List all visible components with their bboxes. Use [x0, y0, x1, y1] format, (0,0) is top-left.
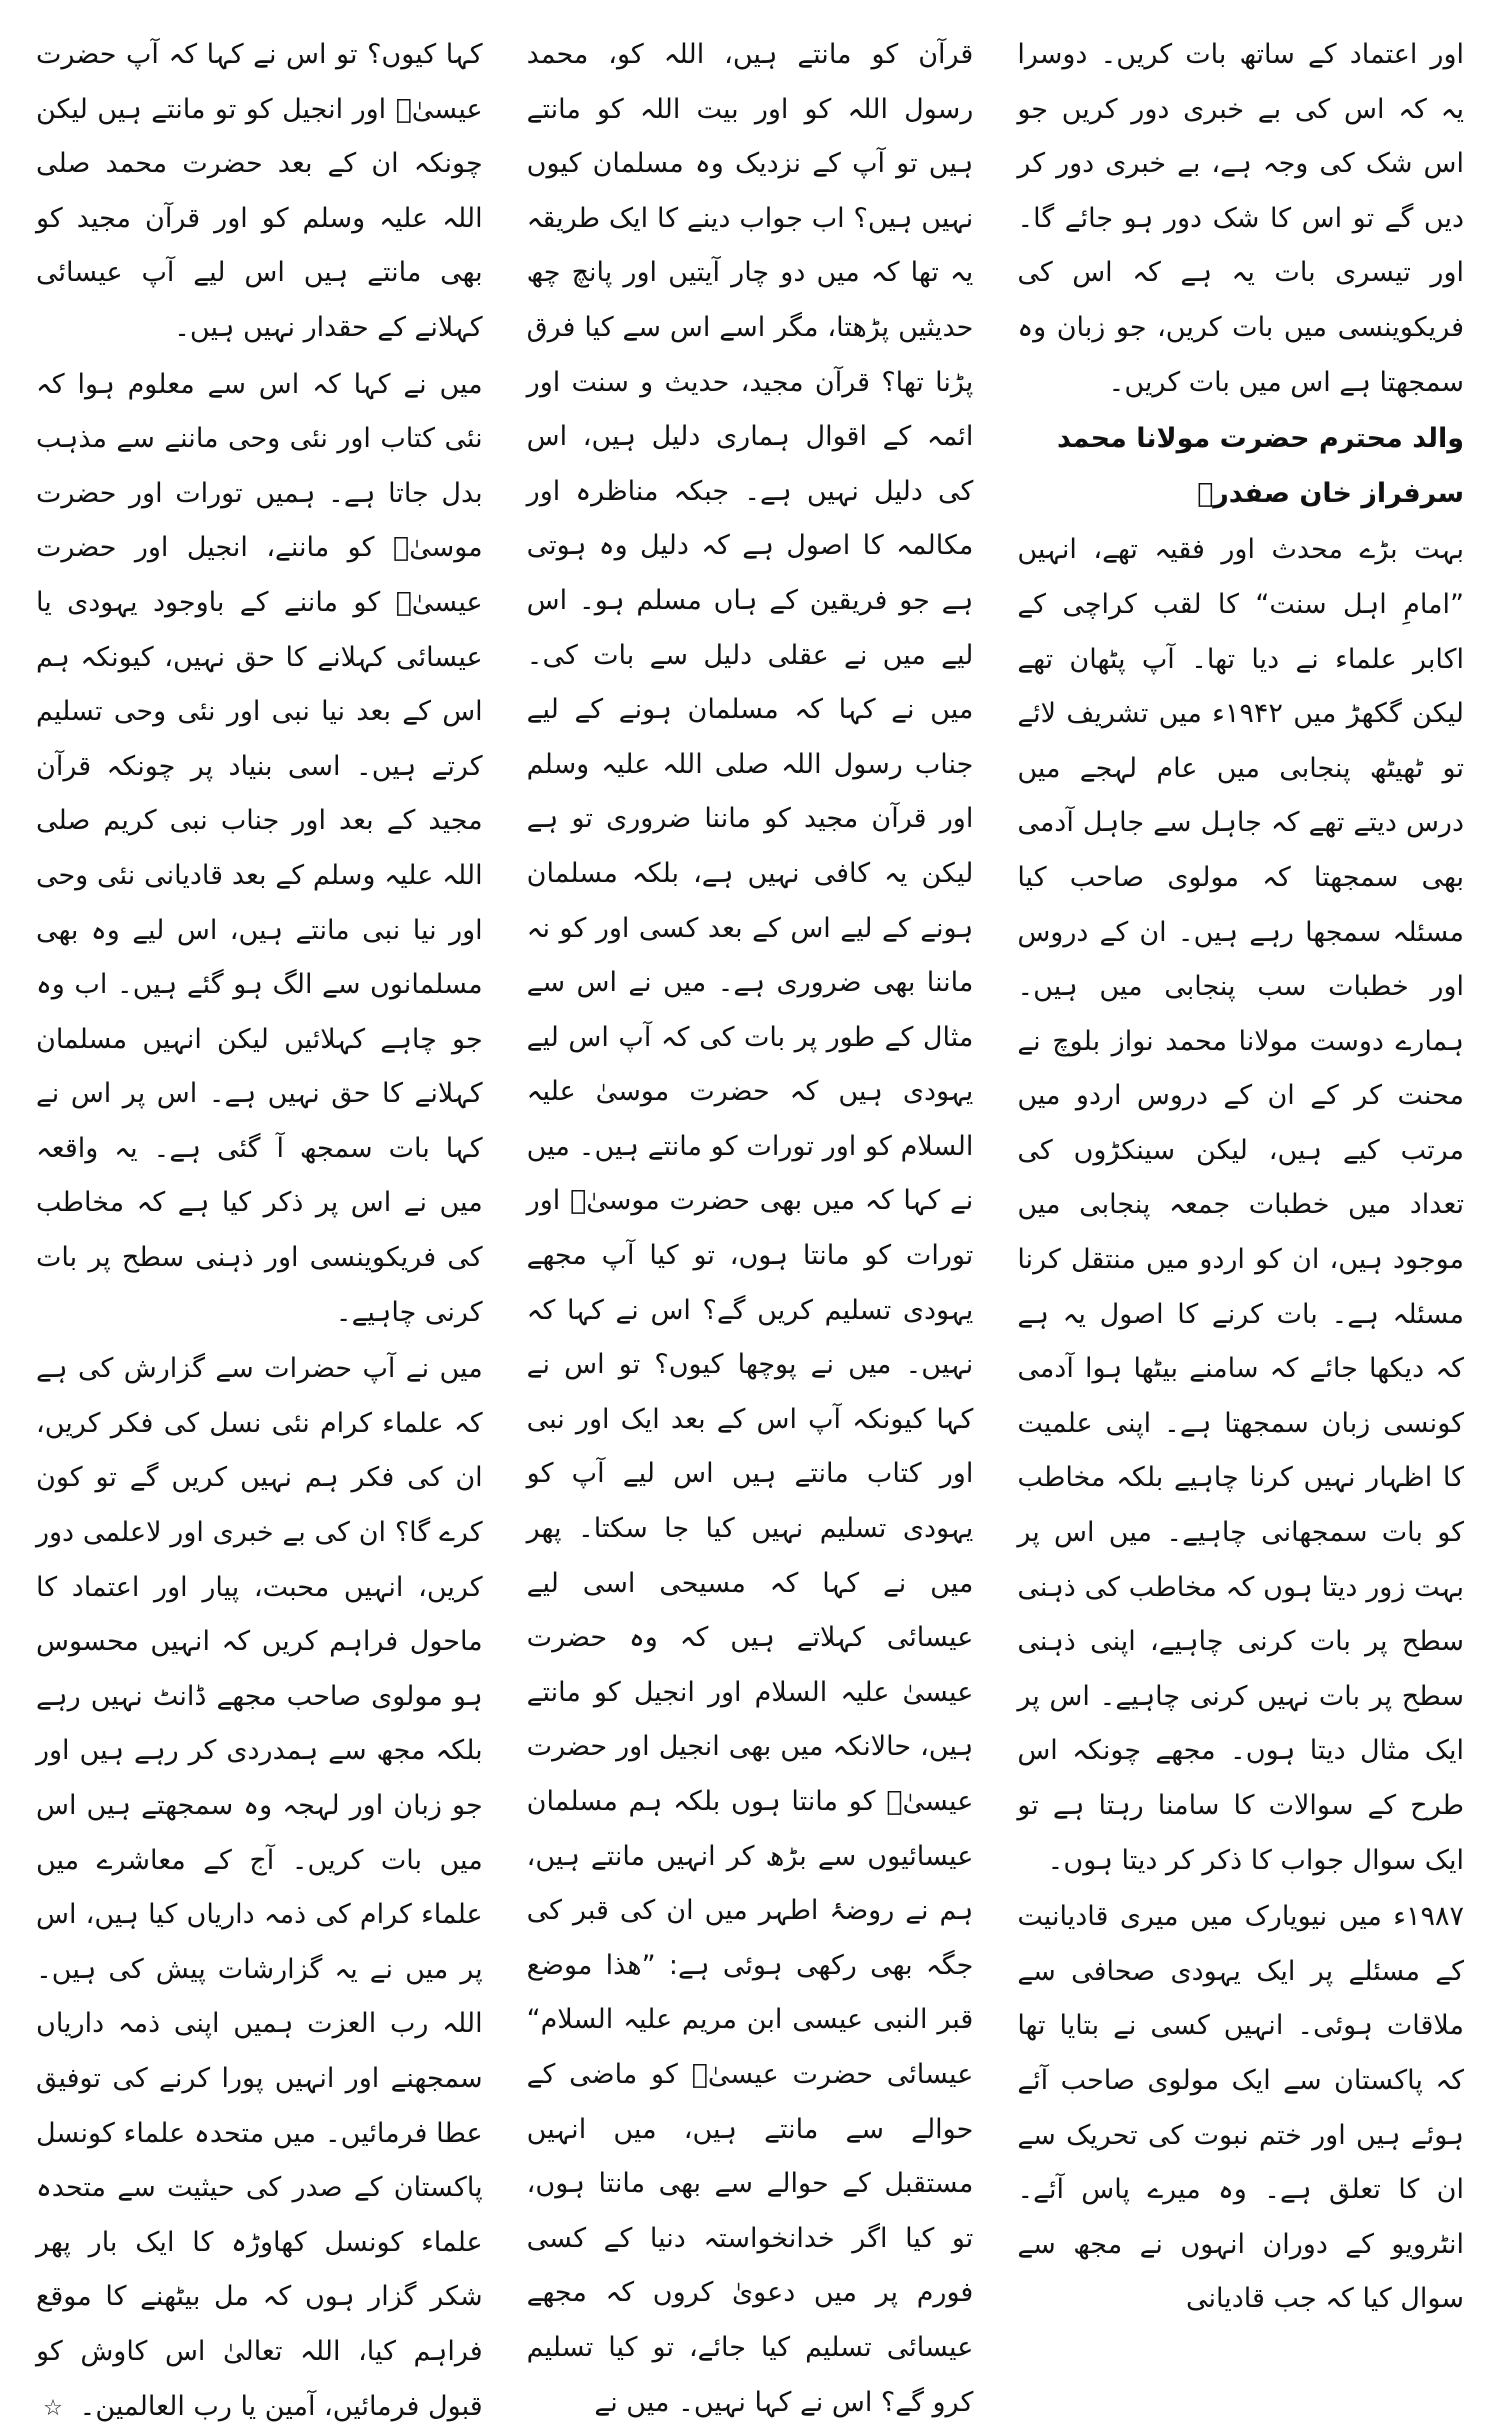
column-right [1017, 28, 1464, 2315]
paragraph: کہا کیوں؟ تو اس نے کہا کہ آپ حضرت عیسیٰؑ اور انجیل کو تو مانتے ہیں لیکن چونکہ ان کے بعد حضرت محمد صلی اللہ علیہ وسلم کو اور قرآن مجید کو بھی مانتے ہیں اس لیے آپ عیسائی کہلانے کے حقدار نہیں ہیں۔ [35, 39, 483, 343]
end-ornament-icon: ☆ [43, 2395, 63, 2421]
paragraph: اور اعتماد کے ساتھ بات کریں۔ دوسرا یہ کہ اس کی بے خبری دور کریں جو اس شک کی وجہ ہے، بے خبری دور کر دیں گے تو اس کا شک دور ہو جائے گا۔ اور تیسری بات یہ ہے کہ اس کی فریکوینسی میں بات کریں، جو زبان وہ سمجھتا ہے اس میں بات کریں۔ [1017, 39, 1464, 398]
closing-paragraph-text: میں نے آپ حضرات سے گزارش کی ہے کہ علماء کرام نئی نسل کی فکر کریں، ان کی فکر ہم نہیں کریں گے تو کون کرے گا؟ ان کی بے خبری اور لاعلمی دور کریں، انہیں محبت، پیار اور اعتماد کا ماحول فراہم کریں کہ انہیں محسوس ہو مولوی صاحب مجھے ڈانٹ نہیں رہے بلکہ مجھ سے ہمدردی کر رہے ہیں اور جو زبان اور لہجہ وہ سمجھتے ہیں اس میں بات کریں۔ آج کے معاشرے میں علماء کرام کی ذمہ داریاں کیا ہیں، اس پر میں نے یہ گزارشات پیش کی ہیں۔ اللہ رب العزت ہمیں اپنی ذمہ داریاں سمجھنے اور انہیں پورا کرنے کی توفیق عطا فرمائیں۔ میں متحدہ علماء کونسل پاکستان کے صدر کی حیثیت سے متحدہ علماء کونسل کھاوڑہ کا ایک بار پھر شکر گزار ہوں کہ مل بیٹھنے کا موقع فراہم کیا، اللہ تعالیٰ اس کاوش کو قبول فرمائیں، آمین یا رب العالمین۔ [35, 1353, 483, 2422]
paragraph: ۱۹۸۷ء میں نیویارک میں میری قادیانیت کے مسئلے پر ایک یہودی صحافی سے ملاقات ہوئی۔ انہیں کسی نے بتایا تھا کہ پاکستان سے ایک مولوی صاحب آئے ہوئے ہیں اور ختم نبوت کی تحریک سے ان کا تعلق ہے۔ وہ میرے پاس آئے۔ انٹرویو کے دوران انہوں نے مجھ سے سوال کیا کہ جب قادیانی [1017, 1901, 1464, 2315]
paragraph: قرآن کو مانتے ہیں، اللہ کو، محمد رسول اللہ کو اور بیت اللہ کو مانتے ہیں تو آپ کے نزدیک وہ مسلمان کیوں نہیں ہیں؟ اب جواب دینے کا ایک طریقہ یہ تھا کہ میں دو چار آیتیں اور پانچ چھ حدیثیں پڑھتا، مگر اسے اس سے کیا فرق پڑنا تھا؟ قرآن مجید، حدیث و سنت اور ائمہ کے اقوال ہماری دلیل ہیں، اس کی دلیل نہیں ہے۔ جبکہ مناظرہ اور مکالمہ کا اصول ہے کہ دلیل وہ ہوتی ہے جو فریقین کے ہاں مسلم ہو۔ اس لیے میں نے عقلی دلیل سے بات کی۔ میں نے کہا کہ مسلمان ہونے کے لیے جناب رسول اللہ صلی اللہ علیہ وسلم اور قرآن مجید کو ماننا ضروری تو ہے لیکن یہ کافی نہیں ہے، بلکہ مسلمان ہونے کے لیے اس کے بعد کسی اور کو نہ ماننا بھی ضروری ہے۔ میں نے اس سے مثال کے طور پر بات کی کہ آپ اس لیے یہودی ہیں کہ حضرت موسیٰ علیہ السلام کو اور تورات کو مانتے ہیں۔ میں نے کہا کہ میں بھی حضرت موسیٰؑ اور تورات کو مانتا ہوں، تو کیا آپ مجھے یہودی تسلیم کریں گے؟ اس نے کہا کہ نہیں۔ میں نے پوچھا کیوں؟ تو اس نے کہا کیونکہ آپ اس کے بعد ایک اور نبی اور کتاب مانتے ہیں اس لیے آپ کو یہودی تسلیم نہیں کیا جا سکتا۔ پھر میں نے کہا کہ مسیحی اسی لیے عیسائی کہلاتے ہیں کہ وہ حضرت عیسیٰ علیہ السلام اور انجیل کو مانتے ہیں، حالانکہ میں بھی انجیل اور حضرت عیسیٰؑ کو مانتا ہوں بلکہ ہم مسلمان عیسائیوں سے بڑھ کر انہیں مانتے ہیں، ہم نے روضۂ اطہر میں ان کی قبر کی جگہ بھی رکھی ہوئی ہے: ”ھذا موضع قبر النبی عیسی ابن مریم علیہ السلام“ عیسائی حضرت عیسیٰؑ کو ماضی کے حوالے سے مانتے ہیں، میں انہیں مستقبل کے حوالے سے بھی مانتا ہوں، تو کیا اگر خدانخواستہ دنیا کے کسی فورم پر میں دعویٰ کروں کہ مجھے عیسائی تسلیم کیا جائے، تو کیا تسلیم کرو گے؟ اس نے کہا نہیں۔ میں نے [526, 39, 974, 2418]
column-middle [526, 28, 974, 2418]
subheading: والد محترم حضرت مولانا محمد سرفراز خان صفدرؒ [1056, 423, 1464, 509]
column-left [35, 28, 483, 2422]
paragraph [36, 1342, 483, 2436]
article-columns [35, 28, 1464, 2422]
paragraph: بہت بڑے محدث اور فقیہ تھے، انہیں ”امامِ اہل سنت“ کا لقب کراچی کے اکابر علماء نے دیا تھا۔ آپ پٹھان تھے لیکن گکھڑ میں ۱۹۴۲ء میں تشریف لائے تو ٹھیٹھ پنجابی میں عام لہجے میں درس دیتے تھے کہ جاہل سے جاہل آدمی بھی سمجھتا کہ مولوی صاحب کیا مسئلہ سمجھا رہے ہیں۔ ان کے دروس اور خطبات سب پنجابی میں ہیں۔ ہمارے دوست مولانا محمد نواز بلوچ نے محنت کر کے ان کے دروس اردو میں مرتب کیے ہیں، لیکن سینکڑوں کی تعداد میں خطبات جمعہ پنجابی میں موجود ہیں، ان کو اردو میں منتقل کرنا مسئلہ ہے۔ بات کرنے کا اصول یہ ہے کہ دیکھا جائے کہ سامنے بیٹھا ہوا آدمی کونسی زبان سمجھتا ہے۔ اپنی علمیت کا اظہار نہیں کرنا چاہیے بلکہ مخاطب کو بات سمجھانی چاہیے۔ میں اس پر بہت زور دیتا ہوں کہ مخاطب کی ذہنی سطح پر بات کرنی چاہیے، اپنی ذہنی سطح پر بات نہیں کرنی چاہیے۔ اس پر ایک مثال دیتا ہوں۔ مجھے چونکہ اس طرح کے سوالات کا سامنا رہتا ہے تو ایک سوال جواب کا ذکر کر دیتا ہوں۔ [1017, 534, 1464, 1876]
paragraph: میں نے کہا کہ اس سے معلوم ہوا کہ نئی کتاب اور نئی وحی ماننے سے مذہب بدل جاتا ہے۔ ہمیں تورات اور حضرت موسیٰؑ کو ماننے، انجیل اور حضرت عیسیٰؑ کو ماننے کے باوجود یہودی یا عیسائی کہلانے کا حق نہیں، کیونکہ ہم اس کے بعد نیا نبی اور نئی وحی تسلیم کرتے ہیں۔ اسی بنیاد پر چونکہ قرآن مجید کے بعد اور جناب نبی کریم صلی اللہ علیہ وسلم کے بعد قادیانی نئی وحی اور نیا نبی مانتے ہیں، اس لیے وہ بھی مسلمانوں سے الگ ہو گئے ہیں۔ اب وہ جو چاہے کہلائیں لیکن انہیں مسلمان کہلانے کا حق نہیں ہے۔ اس پر اس نے کہا بات سمجھ آ گئی ہے۔ یہ واقعہ میں نے اس پر ذکر کیا ہے کہ مخاطب کی فریکوینسی اور ذہنی سطح پر بات کرنی چاہیے۔ [35, 368, 483, 1328]
